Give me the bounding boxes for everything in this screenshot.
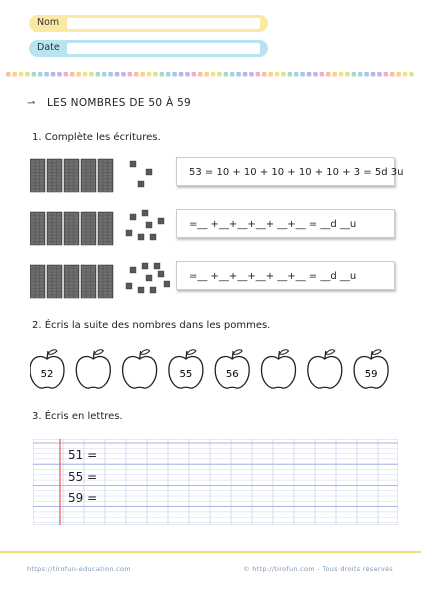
band-dot (326, 72, 331, 77)
band-dot (115, 72, 120, 77)
band-dot (256, 72, 261, 77)
band-dot (128, 72, 133, 77)
band-dot (230, 72, 235, 77)
bullet-icon: ⇀ (27, 98, 36, 109)
unit-cube (126, 283, 132, 289)
unit-cube (146, 275, 152, 281)
band-dot (76, 72, 81, 77)
band-dot (32, 72, 36, 77)
ten-rod (64, 212, 79, 245)
band-dot (249, 72, 254, 77)
band-dot (108, 72, 113, 77)
ten-rod (47, 159, 62, 192)
band-dot (57, 72, 62, 77)
q3-heading: 3. Écris en lettres. (32, 411, 123, 422)
date-label: Date (37, 42, 60, 53)
band-dot (192, 72, 197, 77)
band-dot (166, 72, 171, 77)
apple[interactable] (76, 350, 110, 388)
band-dot (403, 72, 408, 77)
apple[interactable] (123, 350, 157, 388)
band-dot (19, 72, 24, 77)
apple-row (30, 347, 395, 392)
apple-number: 56 (225, 369, 239, 380)
name-field[interactable] (29, 15, 268, 32)
band-dot (12, 72, 17, 77)
unit-cube (164, 281, 170, 287)
apple[interactable] (30, 350, 64, 388)
unit-cube (138, 234, 144, 240)
unit-cube (146, 222, 152, 228)
band-dot (313, 72, 318, 77)
band-dot (358, 72, 363, 77)
band-dot (262, 72, 267, 77)
apple[interactable] (262, 350, 296, 388)
band-dot (345, 72, 350, 77)
band-dot (268, 72, 273, 77)
answer-box-1[interactable]: 53 = 10 + 10 + 10 + 10 + 10 + 3 = 5d 3u (176, 157, 395, 186)
band-dot (236, 72, 241, 77)
band-dot (243, 72, 248, 77)
band-dot (339, 72, 344, 77)
unit-cube (154, 263, 160, 269)
band-dot (6, 72, 11, 77)
unit-cube (130, 214, 136, 220)
band-dot (121, 72, 126, 77)
unit-cube (146, 169, 152, 175)
ten-rod (47, 212, 62, 245)
band-dot (364, 72, 369, 77)
band-dot (140, 72, 145, 77)
band-dot (300, 72, 305, 77)
ten-rod (64, 159, 79, 192)
band-dot (211, 72, 216, 77)
band-dot (396, 72, 401, 77)
band-dot (371, 72, 376, 77)
q1-heading: 1. Complète les écritures. (32, 132, 161, 143)
ten-rod (81, 159, 96, 192)
band-dot (320, 72, 325, 77)
name-label: Nom (37, 17, 60, 28)
band-dot (275, 72, 280, 77)
unit-cube (126, 230, 132, 236)
apple[interactable] (215, 350, 249, 388)
line-1-label: 51 = (68, 448, 98, 462)
apple[interactable] (354, 350, 388, 388)
band-dot (352, 72, 357, 77)
unit-cube (130, 267, 136, 273)
footer-divider (0, 551, 421, 553)
unit-cube (138, 287, 144, 293)
answer-box-2[interactable]: =__ +__+__+__+ __+__ = __d __u (176, 209, 395, 238)
band-dot (64, 72, 69, 77)
band-dot (83, 72, 88, 77)
band-dot (147, 72, 152, 77)
footer-copyright: © http://tirofun.com - Tous droits réservés (243, 565, 393, 573)
ten-rod (30, 265, 45, 298)
band-dot (44, 72, 49, 77)
band-dot (332, 72, 337, 77)
band-dot (89, 72, 94, 77)
band-dot (38, 72, 43, 77)
ten-rod (98, 265, 113, 298)
band-dot (198, 72, 203, 77)
q2-heading: 2. Écris la suite des nombres dans les pommes. (32, 320, 271, 331)
band-dot (294, 72, 299, 77)
band-dot (409, 72, 414, 77)
name-input-area[interactable] (67, 18, 260, 29)
unit-cube (150, 287, 156, 293)
band-dot (51, 72, 56, 77)
apple-number: 55 (179, 369, 193, 380)
unit-cube (150, 234, 156, 240)
date-input-area[interactable] (67, 43, 260, 54)
band-dot (172, 72, 177, 77)
band-dot (288, 72, 293, 77)
band-dot (390, 72, 395, 77)
base-ten-blocks-row-1 (30, 155, 170, 200)
apple-number: 52 (40, 369, 54, 380)
band-dot (96, 72, 101, 77)
ten-rod (98, 212, 113, 245)
band-dot (70, 72, 75, 77)
unit-cube (142, 210, 148, 216)
unit-cube (142, 263, 148, 269)
band-dot (25, 72, 30, 77)
decorative-dot-band (6, 72, 416, 77)
ten-rod (64, 265, 79, 298)
ten-rod (98, 159, 113, 192)
apple[interactable] (308, 350, 342, 388)
band-dot (384, 72, 389, 77)
band-dot (134, 72, 139, 77)
base-ten-blocks-row-2 (30, 208, 170, 253)
band-dot (224, 72, 229, 77)
band-dot (160, 72, 165, 77)
band-dot (185, 72, 190, 77)
band-dot (377, 72, 382, 77)
unit-cube (130, 161, 136, 167)
band-dot (281, 72, 286, 77)
apple[interactable] (169, 350, 203, 388)
apple-number: 59 (364, 369, 378, 380)
band-dot (179, 72, 184, 77)
ten-rod (30, 159, 45, 192)
ten-rod (30, 212, 45, 245)
line-3-label: 59 = (68, 491, 98, 505)
unit-cube (138, 181, 144, 187)
date-field[interactable] (29, 40, 268, 57)
unit-cube (158, 271, 164, 277)
band-dot (307, 72, 312, 77)
footer-left-link[interactable]: https://tirofun-education.com (27, 565, 131, 573)
answer-box-3[interactable]: =__ +__+__+__+ __+__ = __d __u (176, 261, 395, 290)
band-dot (204, 72, 209, 77)
band-dot (217, 72, 222, 77)
ten-rod (47, 265, 62, 298)
line-2-label: 55 = (68, 470, 98, 484)
band-dot (153, 72, 158, 77)
ten-rod (81, 212, 96, 245)
page-title: LES NOMBRES DE 50 À 59 (47, 97, 192, 109)
base-ten-blocks-row-3 (30, 261, 170, 306)
band-dot (102, 72, 107, 77)
unit-cube (158, 218, 164, 224)
ten-rod (81, 265, 96, 298)
